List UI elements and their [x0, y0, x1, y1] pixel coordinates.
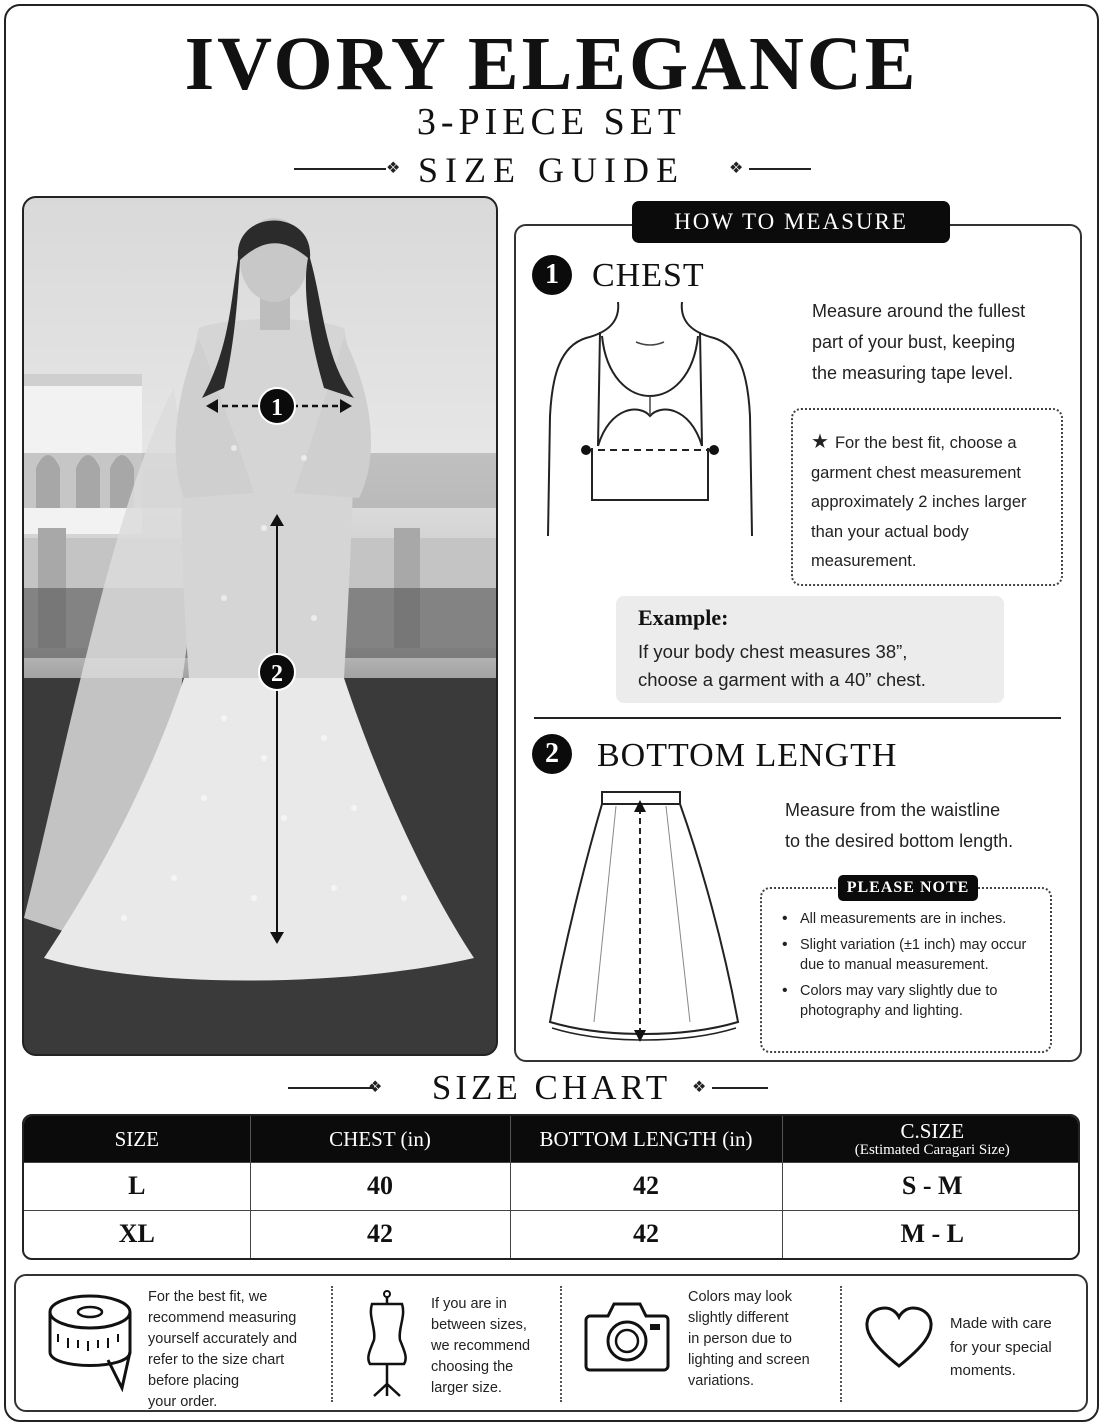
footer-tip-4: [950, 1312, 1052, 1383]
chest-instructions: [812, 296, 1072, 389]
bottom-instruction-line: Measure from the waistline: [785, 800, 1001, 820]
please-note-badge: PLEASE NOTE: [838, 875, 978, 901]
note-item: • Colors may vary slightly due to photography and lighting.: [782, 981, 1040, 1022]
section-divider: [534, 717, 1061, 719]
model-illustration: [24, 198, 498, 1056]
cell-csize: S - M: [782, 1162, 1080, 1210]
footer-line: your order.: [148, 1394, 218, 1410]
bottom-section-title: BOTTOM LENGTH: [597, 737, 898, 774]
bottom-instruction-line: to the desired bottom length.: [785, 831, 1014, 851]
footer-line: before placing: [148, 1373, 240, 1389]
table-row: [24, 1210, 1080, 1258]
header-size: SIZE: [24, 1116, 250, 1162]
header-csize: [782, 1116, 1080, 1162]
chest-instruction-line: Measure around the fullest: [812, 301, 1026, 321]
chest-step-number: 1: [532, 255, 572, 295]
bottom-step-number: 2: [532, 734, 572, 774]
table-row: [24, 1162, 1080, 1210]
footer-line: lighting and screen: [688, 1352, 810, 1368]
size-guide-label: SIZE GUIDE: [418, 150, 685, 190]
footer-line: Colors may look: [688, 1289, 792, 1305]
footer-tip-1: [148, 1287, 297, 1413]
how-to-measure-badge: HOW TO MEASURE: [632, 201, 950, 243]
note-item: • Slight variation (±1 inch) may occur due to manual measurement.: [782, 935, 1040, 976]
footer-line: slightly different: [688, 1310, 789, 1326]
note-item: • All measurements are in inches.: [782, 909, 1040, 930]
size-guide-heading: [0, 148, 1103, 192]
skirt-diagram: [544, 786, 744, 1048]
length-marker-label: 2: [271, 661, 283, 687]
chest-marker-label: 1: [271, 395, 283, 421]
header-bottom-length: BOTTOM LENGTH (in): [510, 1116, 782, 1162]
chart-ornament-right-icon: ❖: [692, 1079, 707, 1096]
example-box: [616, 596, 1004, 703]
footer-line: moments.: [950, 1362, 1016, 1379]
ornament-diamond-left-icon: ❖: [386, 160, 401, 177]
footer-line: in person due to: [688, 1331, 792, 1347]
best-fit-tip-box: [791, 408, 1063, 586]
page-subtitle: 3-PIECE SET: [416, 101, 687, 143]
footer-line: larger size.: [431, 1380, 502, 1396]
model-photo: [22, 196, 498, 1056]
table-header-row: [24, 1116, 1080, 1162]
ornament-line-right: [749, 168, 811, 170]
footer-line: recommend measuring: [148, 1310, 297, 1326]
cell-bottom-length: 42: [510, 1210, 782, 1258]
tip-line: garment chest measurement: [811, 463, 1022, 482]
bra-top-diagram: [540, 296, 760, 546]
footer-line: choosing the: [431, 1359, 514, 1375]
please-note-box: [760, 887, 1052, 1053]
cell-size: L: [24, 1162, 250, 1210]
chest-instruction-line: the measuring tape level.: [812, 363, 1014, 383]
camera-icon: [584, 1298, 670, 1372]
ornament-diamond-right-icon: ❖: [729, 160, 744, 177]
example-line: choose a garment with a 40” chest.: [638, 669, 926, 690]
chart-ornament-line-right: [712, 1087, 768, 1089]
example-line: If your body chest measures 38”,: [638, 641, 908, 662]
footer-line: between sizes,: [431, 1317, 527, 1333]
footer-line: we recommend: [431, 1338, 531, 1354]
footer-line: variations.: [688, 1373, 755, 1389]
tip-line: approximately 2 inches larger: [811, 493, 1027, 511]
chart-ornament-left-icon: ❖: [368, 1079, 383, 1096]
tip-line: measurement.: [811, 552, 917, 570]
example-label: Example:: [638, 605, 729, 630]
footer-divider: [840, 1286, 842, 1402]
footer-tip-2: [431, 1294, 530, 1399]
tip-line: For the best fit, choose a: [834, 434, 1017, 452]
cell-chest: 40: [250, 1162, 510, 1210]
footer-line: For the best fit, we: [148, 1289, 268, 1305]
footer-divider: [560, 1286, 562, 1402]
cell-size: XL: [24, 1210, 250, 1258]
heart-icon: [864, 1306, 934, 1370]
cell-bottom-length: 42: [510, 1162, 782, 1210]
tip-line: than your actual body: [811, 522, 969, 541]
star-icon: ★: [811, 431, 829, 453]
measuring-tape-icon: [42, 1290, 134, 1392]
footer-line: Made with care: [950, 1315, 1052, 1332]
cell-chest: 42: [250, 1210, 510, 1258]
page-title: IVORY ELEGANCE: [184, 22, 919, 106]
footer-line: for your special: [950, 1338, 1052, 1356]
chest-instruction-line: part of your bust, keeping: [812, 332, 1016, 352]
header-chest: CHEST (in): [250, 1116, 510, 1162]
dress-form-icon: [360, 1288, 414, 1400]
cell-csize: M - L: [782, 1210, 1080, 1258]
header-csize-label: C.SIZE: [900, 1118, 965, 1143]
header-csize-sub: (Estimated Caragari Size): [854, 1141, 1010, 1158]
footer-divider: [331, 1286, 333, 1402]
size-chart-title: SIZE CHART: [431, 1068, 672, 1107]
footer-tip-3: [688, 1287, 810, 1392]
footer-line: yourself accurately and: [148, 1331, 298, 1347]
footer-line: If you are in: [431, 1296, 507, 1312]
chest-section-title: CHEST: [592, 257, 705, 294]
footer-line: refer to the size chart: [148, 1352, 285, 1368]
size-chart-table: [22, 1114, 1080, 1260]
bottom-instructions: [785, 795, 1065, 857]
